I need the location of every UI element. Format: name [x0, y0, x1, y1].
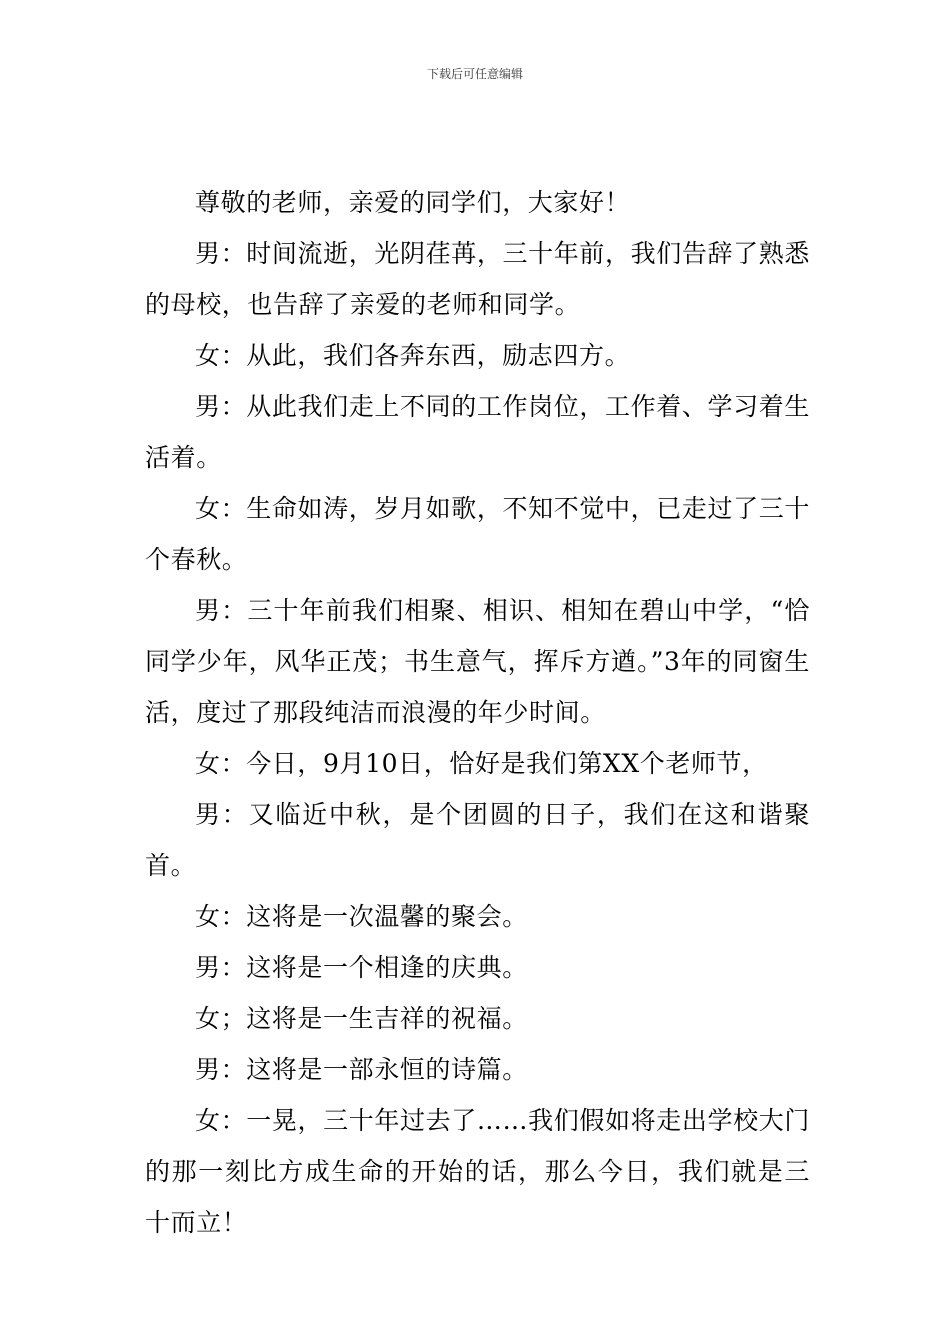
- paragraph: 女：生命如涛，岁月如歌，不知不觉中，已走过了三十个春秋。: [145, 494, 810, 574]
- paragraph-greeting: 尊敬的老师，亲爱的同学们，大家好！: [195, 188, 631, 217]
- paragraph: 女；这将是一生吉祥的祝福。: [195, 1004, 528, 1033]
- paragraph: 女：这将是一次温馨的聚会。: [195, 902, 528, 931]
- paragraph: 女：从此，我们各奔东西，励志四方。: [195, 341, 631, 370]
- paragraph: 女：一晃，三十年过去了……我们假如将走出学校大门的那一刻比方成生命的开始的话，那么今日，我们就是三十而立！: [145, 1106, 810, 1237]
- paragraph: 男：这将是一个相逢的庆典。: [195, 953, 528, 982]
- paragraph: 男：从此我们走上不同的工作岗位，工作着、学习着生活着。: [145, 392, 810, 472]
- paragraph: 男：又临近中秋，是个团圆的日子，我们在这和谐聚首。: [145, 800, 810, 880]
- page-header: 下载后可任意编辑: [426, 67, 523, 81]
- paragraph: 男：三十年前我们相聚、相识、相知在碧山中学，“恰同学少年，风华正茂；书生意气，挥斥方遒。”3年的同窗生活，度过了那段纯洁而浪漫的年少时间。: [145, 596, 810, 727]
- paragraph: 男：时间流逝，光阴荏苒，三十年前，我们告辞了熟悉的母校，也告辞了亲爱的老师和同学。: [145, 239, 810, 319]
- paragraph: 女：今日，9月10日，恰好是我们第XX个老师节，: [195, 749, 768, 778]
- paragraph: 男：这将是一部永恒的诗篇。: [195, 1055, 528, 1084]
- document-body: [145, 177, 810, 1248]
